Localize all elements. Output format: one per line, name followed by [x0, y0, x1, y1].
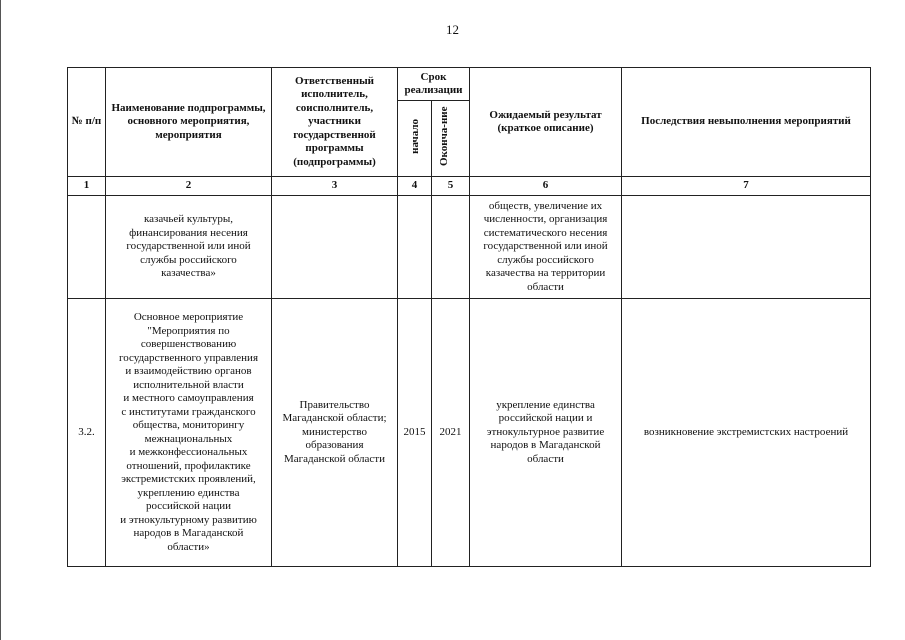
- column-number: 7: [622, 177, 871, 196]
- page-number: 12: [446, 22, 459, 37]
- start-year: [398, 196, 432, 299]
- table-row: [68, 299, 871, 567]
- header-number: № п/п: [68, 68, 106, 177]
- column-number: 3: [272, 177, 398, 196]
- row-number: [68, 196, 106, 299]
- expected-result: обществ, увеличение их численности, организация систематического несения государственной или иной службы российского казачества на территории области: [470, 196, 622, 299]
- end-year: [432, 196, 470, 299]
- header-responsible: Ответственный исполнитель, соисполнитель, участники государственной программы (подпрограммы): [272, 68, 398, 177]
- consequence: [622, 196, 871, 299]
- column-number: 6: [470, 177, 622, 196]
- measure-name: Основное мероприятие "Мероприятия по совершенствованию государственного управления и взаимодействию органов исполнительной власти и местного самоуправления с институтами гражданского общества, мониторингу межнациональных и межконфессиональных отношений, профилактике экстремистских проявлений, укреплению единства российской нации и этнокультурному развитию народов в Магаданской области»: [106, 299, 272, 567]
- responsible: [272, 196, 398, 299]
- header-consequence: Последствия невыполнения мероприятий: [622, 68, 871, 177]
- header-result: Ожидаемый результат (краткое описание): [470, 68, 622, 177]
- responsible: Правительство Магаданской области; министерство образования Магаданской области: [272, 299, 398, 567]
- row-number: 3.2.: [68, 299, 106, 567]
- header-end: Оконча-ние: [437, 106, 450, 167]
- program-measures-table: [67, 67, 871, 567]
- measure-name: казачьей культуры, финансирования несения государственной или иной службы российского казачества»: [106, 196, 272, 299]
- expected-result: укрепление единства российской нации и этнокультурное развитие народов в Магаданской области: [470, 299, 622, 567]
- column-number: 2: [106, 177, 272, 196]
- column-number: 1: [68, 177, 106, 196]
- header-start-cell: [398, 101, 432, 177]
- header-end-cell: [432, 101, 470, 177]
- column-number-row: [68, 177, 871, 196]
- end-year: 2021: [432, 299, 470, 567]
- start-year: 2015: [398, 299, 432, 567]
- header-name: Наименование подпрограммы, основного мероприятия, мероприятия: [106, 68, 272, 177]
- column-number: 4: [398, 177, 432, 196]
- column-number: 5: [432, 177, 470, 196]
- table-row: [68, 196, 871, 299]
- header-term: Срок реализации: [398, 68, 470, 101]
- consequence: возникновение экстремистских настроений: [622, 299, 871, 567]
- page-edge-line: [0, 0, 1, 640]
- header-start: начало: [408, 118, 421, 154]
